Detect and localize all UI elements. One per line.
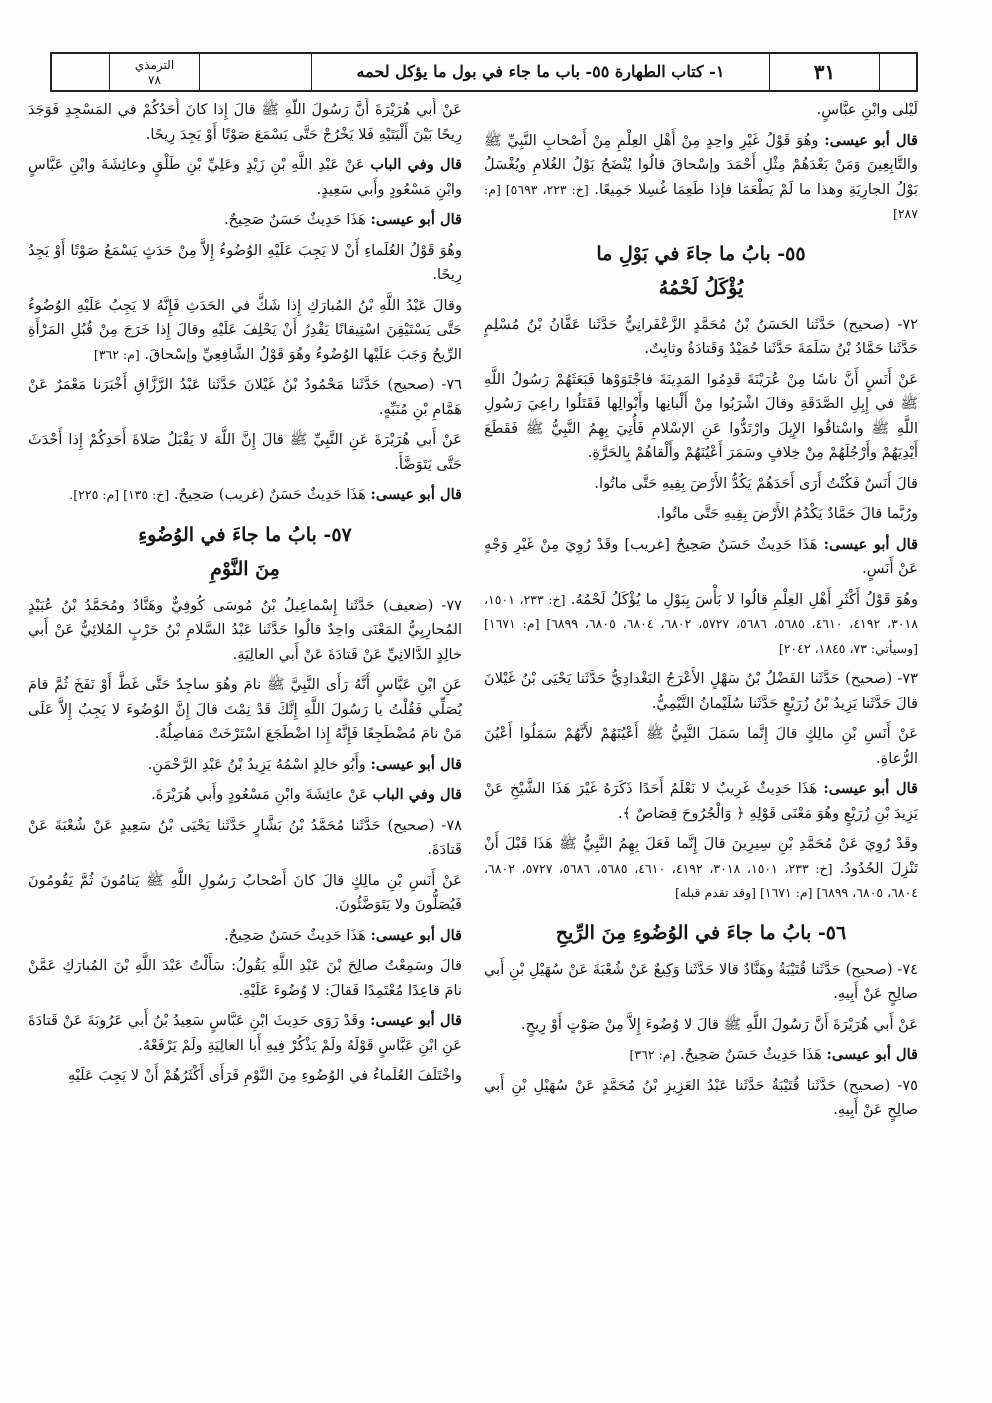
- hadith-isnad: ٧٤- (صحيح) حَدَّثَنا قُتَيْبَةُ وهَنَّادٌ قالا حَدَّثَنا وَكِيعٌ عَنْ شُعْبَةَ عَنْ سُهَيْلِ بْنِ أَبي صالِحٍ عَنْ أَبِيهِ.: [484, 960, 918, 1002]
- abu-isa-label: قال أبو عيسى:: [823, 535, 918, 553]
- hadith-text: عَنْ أَبي هُرَيْرَةَ أَنَّ رَسُولَ اللَّهِ ﷺ قالَ إِذا كانَ أَحَدُكُمْ في المَسْجِدِ فَوَجَدَ رِيحًا بَيْنَ أَلْيَتَيْهِ فَلا يَخْرُجْ حَتَّى يَسْمَعَ صَوْتًا أَوْ يَجِدَ رِيحًا.: [28, 101, 462, 143]
- paragraph: [484, 129, 918, 227]
- abu-isa-label: قال أبو عيسى:: [370, 486, 462, 503]
- paragraph: لَيْلى وابْنِ عبَّاسٍ.: [816, 101, 918, 118]
- paragraph: واخْتَلَفَ العُلَماءُ في الوُضُوءِ مِنَ النَّوْمِ فَرَأَى أَكْثَرُهُمْ أَنْ لا يَجِبَ عَلَيْهِ: [67, 1067, 462, 1084]
- paragraph: [484, 588, 918, 662]
- paragraph: [28, 783, 462, 808]
- paragraph-text: هَذَا حَدِيثٌ حَسَنٌ صَحِيحٌ.: [224, 211, 366, 228]
- header-cell-empty: [200, 54, 312, 90]
- paragraph: [28, 483, 462, 508]
- paragraph: [484, 533, 918, 582]
- left-column: [28, 98, 462, 1368]
- paragraph: [28, 294, 462, 368]
- references: [خ: ٢٣٣، ١٥٠١، ٣٠١٨، ٤١٩٢، ٤٦١٠، ٥٦٨٥، ٥٦٨٦، ٥٧٢٧، ٦٨٠٢، ٦٨٠٤، ٦٨٠٥، ٦٨٩٩] [م: ١٦٧١] [وسيأتي: ٧٣، ١٨٤٥، ٢٠٤٢]: [484, 591, 918, 656]
- chapter-heading-56: [484, 916, 918, 950]
- paragraph: [28, 1009, 462, 1058]
- paragraph-text: هَذَا حَدِيثٌ حَسَنٌ صَحِيحٌ.: [680, 1046, 822, 1063]
- header-book-cell: [110, 54, 200, 90]
- chapter-heading-line: ٥٧- بابُ ما جاءَ في الوُضُوءِ: [138, 523, 352, 546]
- abu-isa-label: قال أبو عيسى:: [826, 1046, 918, 1063]
- paragraph: [28, 924, 462, 949]
- abu-isa-label: قال أبو عيسى:: [370, 926, 462, 944]
- hadith-isnad: ٧٦- (صحيح) حَدَّثَنا مَحْمُودُ بْنُ غَيْلانَ حَدَّثَنا عَبْدُ الرَّزَّاقِ أَخْبَرَنا مَعْمَرٌ عَنْ هَمَّامِ بْنِ مُنَبِّهٍ.: [28, 376, 462, 418]
- chapter-heading-55: [484, 237, 918, 305]
- references: [م: ٣٦٢]: [93, 346, 140, 362]
- abu-isa-label: قال أبو عيسى:: [370, 211, 462, 228]
- paragraph-text: وأَبُو خالِدٍ اسْمُهُ يَزِيدُ بْنُ عَبْدِ الرَّحْمَنِ.: [147, 755, 366, 773]
- paragraph-text: هَذَا حَدِيثٌ حَسَنٌ (غريب) صَحِيحٌ.: [173, 486, 366, 503]
- paragraph-text: هَذَا حَدِيثٌ حَسَنٌ صَحِيحٌ.: [224, 926, 366, 944]
- paragraph-text: وهُوَ قَوْلُ غَيْرِ واحِدٍ مِنْ أَهْلِ العِلْمِ مِنْ أَصْحابِ النَّبِيِّ ﷺ والتَّابِعِينَ وَمَنْ بَعْدَهُمْ مِثْلِ أَحْمَدَ وإسْحاقَ قالُوا يُنْضَحُ بَوْلُ الغُلامِ ويُغْسَلُ بَوْلُ الجارِيَةِ وهذا ما لَمْ يَطْعَمَا فإذا طَعِمَا غُسِلا جَمِيعًا.: [484, 131, 918, 198]
- references: [خ: ١٣٥] [م: ٢٢٥].: [69, 487, 170, 502]
- hadith-text: عَنْ أَنَسِ بْنِ مالِكٍ قالَ كانَ أَصْحابُ رَسُولِ اللَّهِ ﷺ يَنامُونَ ثُمَّ يَقُومُونَ فَيُصَلُّونَ ولا يَتَوَضَّئُونَ.: [28, 871, 462, 913]
- paragraph-text: وقَدْ رَوَى حَدِيثَ ابْنِ عَبَّاسٍ سَعِيدُ بْنُ أَبي عَرُوبَةَ عَنْ قَتادَةَ عَنِ ابْنِ عَبَّاسٍ قَوْلَهُ ولَمْ يَذْكُرْ فِيهِ أَبا العالِيَةِ ولَمْ يَرْفَعْهُ.: [28, 1012, 462, 1054]
- paragraph-text: عَنْ عائِشَةَ وابْنِ مَسْعُودٍ وأَبي هُرَيْرَةَ.: [151, 786, 368, 803]
- paragraph: [28, 153, 462, 202]
- header-chapter-title: ١- كتاب الطهارة ٥٥- باب ما جاء في بول ما يؤكل لحمه: [312, 54, 770, 90]
- hadith-isnad: ٧٥- (صحيح) حَدَّثَنا قُتَيْبَةُ حَدَّثَنا عَبْدُ العَزِيزِ بْنُ مُحَمَّدٍ عَنْ سُهَيْلِ بْنِ أَبي صالِحٍ عَنْ أَبِيهِ.: [484, 1076, 918, 1118]
- paragraph-text: هَذَا حَدِيثٌ حَسَنٌ صَحِيحٌ [غريب] وقَدْ رُوِيَ مِنْ غَيْرِ وَجْهٍ عَنْ أَنَسٍ.: [484, 535, 918, 577]
- abu-isa-label: قال أبو عيسى:: [370, 1012, 462, 1029]
- fil-bab-label: قال وفي الباب: [370, 156, 462, 173]
- chapter-heading-57: [28, 518, 462, 586]
- chapter-heading-line: ٥٥- بابُ ما جاءَ في بَوْلِ ما: [596, 242, 806, 265]
- chapter-heading-line: يُؤْكَلُ لَحْمُهُ: [658, 276, 744, 299]
- paragraph: قالَ أَنَسٌ فَكُنْتُ أَرَى أَحَدَهُمْ يَكُدُّ الأَرْضَ بِفِيهِ حَتَّى ماتُوا.: [594, 474, 918, 492]
- page-header: [50, 52, 918, 92]
- paragraph: [484, 1043, 918, 1068]
- hadith-text: عَنْ أَنَسِ بْنِ مالِكٍ قالَ إِنَّما سَمَلَ النَّبِيُّ ﷺ أَعْيُنَهُمْ لأَنَّهُمْ سَمَلُوا أَعْيُنَ الرُّعاةِ.: [484, 725, 918, 767]
- header-cell-empty: [52, 54, 110, 90]
- abu-isa-label: قال أبو عيسى:: [823, 780, 918, 797]
- header-cell-empty: [880, 54, 916, 90]
- paragraph: قالَ وسَمِعْتُ صالِحَ بْنَ عَبْدِ اللَّهِ يَقُولُ: سَأَلْتُ عَبْدَ اللَّهِ بْنَ المُبارَكِ عَمَّنْ نامَ قاعِدًا مُعْتَمِدًا فَقالَ: لا وُضُوءَ عَلَيْهِ.: [28, 957, 462, 999]
- references: [خ: ٢٣٣، ١٥٠١، ٣٠١٨، ٤١٩٢، ٤٦١٠، ٥٦٨٥، ٥٦٨٦، ٥٧٢٧، ٦٨٠٢، ٦٨٠٤، ٦٨٠٥، ٦٨٩٩] [م: ١٦٧١] [وقد تقدم قبله]: [484, 860, 918, 900]
- page-number: ٣١: [770, 54, 880, 90]
- references: [خ: ٢٢٣، ٥٦٩٣] [م: ٢٨٧]: [484, 181, 918, 221]
- hadith-isnad: ٧٢- (صحيح) حَدَّثَنا الحَسَنُ بْنُ مُحَمَّدٍ الزَّعْفَرانِيُّ حَدَّثَنا عَفَّانُ بْنُ مُسْلِمٍ حَدَّثَنا حَمَّادُ بْنُ سَلَمَةَ حَدَّثَنا حُمَيْدٌ وَقَتادَةُ وثابِتٌ.: [484, 315, 918, 357]
- abu-isa-label: قال أبو عيسى:: [824, 131, 918, 149]
- hadith-text: عَنِ ابْنِ عَبَّاسٍ أَنَّهُ رَأَى النَّبِيَّ ﷺ نامَ وهُوَ ساجِدٌ حَتَّى غَطَّ أَوْ نَفَخَ ثُمَّ قامَ يُصَلِّي فَقُلْتُ يا رَسُولَ اللَّهِ إِنَّكَ قَدْ نِمْتَ قالَ إِنَّ الوُضُوءَ لا يَجِبُ إِلاَّ عَلَى مَنْ نامَ مُضْطَجِعًا فَإِنَّهُ إِذا اضْطَجَعَ اسْتَرْخَتْ مَفاصِلُهُ.: [28, 676, 462, 742]
- chapter-heading-line: ٥٦- بابُ ما جاءَ في الوُضُوءِ مِنَ الرِّيحِ: [555, 921, 847, 944]
- paragraph: [28, 208, 462, 233]
- abu-isa-label: قال أبو عيسى:: [370, 755, 462, 773]
- paragraph: [484, 777, 918, 826]
- hadith-isnad: ٧٧- (ضعيف) حَدَّثَنا إِسْماعِيلُ بْنُ مُوسَى كُوفِيٌّ وهَنَّادٌ ومُحَمَّدُ بْنُ عُبَيْدٍ المُحارِبِيُّ المَعْنَى واحِدٌ قالُوا حَدَّثَنا عَبْدُ السَّلامِ بْنُ حَرْبٍ المُلائِيُّ عَنْ أَبي خالِدٍ الدَّالانِيِّ عَنْ قَتادَةَ عَنْ أَبي العالِيَةِ.: [28, 596, 462, 663]
- fil-bab-label: قال وفي الباب: [372, 786, 462, 803]
- right-column: [484, 98, 918, 1368]
- hadith-isnad: ٧٣- (صحيح) حَدَّثَنا الفَضْلُ بْنُ سَهْلٍ الأَعْرَجُ البَغْدادِيُّ حَدَّثَنا يَحْيَى بْنُ غَيْلانَ قالَ حَدَّثَنا يَزِيدُ بْنُ زُرَيْعٍ حَدَّثَنا سُلَيْمانُ التَّيْمِيُّ.: [484, 670, 918, 712]
- paragraph: وهُوَ قَوْلُ العُلَماءِ أَنْ لا يَجِبَ عَلَيْهِ الوُضُوءُ إِلاَّ مِنْ حَدَثٍ يَسْمَعُ صَوْتًا أَوْ يَجِدُ رِيحًا.: [28, 241, 462, 283]
- header-volume-number: ٧٨: [148, 73, 161, 87]
- paragraph-text: عَنْ عَبْدِ اللَّهِ بْنِ زَيْدٍ وعَلِيِّ بْنِ طَلْقٍ وعائِشَةَ وابْنِ عَبَّاسٍ وابْنِ مَسْعُودٍ وأَبي سَعِيدٍ.: [28, 156, 462, 198]
- header-book-name: الترمذي: [134, 58, 175, 72]
- chapter-heading-line: مِنَ النَّوْمِ: [210, 557, 280, 580]
- paragraph: [484, 832, 918, 906]
- paragraph-text: وهُوَ قَوْلُ أَكْثَرِ أَهْلِ العِلْمِ قالُوا لا بَأْسَ بِبَوْلِ ما يُؤْكَلُ لَحْمُهُ.: [570, 590, 918, 608]
- hadith-isnad: ٧٨- (صحيح) حَدَّثَنا مُحَمَّدُ بْنُ بَشَّارٍ حَدَّثَنا يَحْيَى بْنُ سَعِيدٍ عَنْ شُعْبَةَ عَنْ قَتادَةَ.: [28, 816, 462, 858]
- paragraph: ورُبَّما قالَ حَمَّادٌ يَكْدُمُ الأَرْضَ بِفِيهِ حَتَّى ماتُوا.: [656, 505, 918, 522]
- references: [م: ٣٦٢]: [629, 1047, 676, 1062]
- paragraph: [28, 753, 462, 778]
- hadith-text: عَنْ أَبي هُرَيْرَةَ أَنَّ رَسُولَ اللَّهِ ﷺ قالَ لا وُضُوءَ إِلاَّ مِنْ صَوْتٍ أَوْ رِيحٍ.: [521, 1015, 918, 1033]
- hadith-text: عَنْ أَبي هُرَيْرَةَ عَنِ النَّبِيِّ ﷺ قالَ إِنَّ اللَّهَ لا يَقْبَلُ صَلاةَ أَحَدِكُمْ إِذا أَحْدَثَ حَتَّى يَتَوَضَّأَ.: [28, 431, 462, 473]
- hadith-text: عَنْ أَنَسٍ أَنَّ ناسًا مِنْ عُرَيْنَةَ قَدِمُوا المَدِينَةَ فاجْتَوَوْها فَبَعَثَهُمْ رَسُولُ اللَّهِ ﷺ في إِبِلِ الصَّدَقَةِ وقالَ اشْرَبُوا مِنْ أَلْبانِها وأَبْوالِها فَقَتَلُوا راعِيَ رَسُولِ اللَّهِ ﷺ واسْتاقُوا الإِبِلَ وارْتَدُّوا عَنِ الإسْلامِ فَأُتِيَ بِهِمُ النَّبِيُّ ﷺ فَقَطَعَ أَيْدِيَهُمْ وأَرْجُلَهُمْ مِنْ خِلافٍ وسَمَرَ أَعْيُنَهُمْ وأَلْقاهُمْ بِالحَرَّةِ.: [484, 370, 918, 461]
- paragraph-text: وقَدْ رُوِيَ عَنْ مُحَمَّدِ بْنِ سِيرِينَ قالَ إِنَّما فَعَلَ بِهِمُ النَّبِيُّ ﷺ هَذَا قَبْلَ أَنْ تَنْزِلَ الحُدُودُ.: [484, 835, 918, 877]
- paragraph-text: هَذَا حَدِيثٌ غَرِيبٌ لا نَعْلَمُ أَحَدًا ذَكَرَهُ غَيْرَ هَذَا الشَّيْخِ عَنْ يَزِيدَ بْنِ زُرَيْعٍ وهُوَ مَعْنَى قَوْلِهِ ﴿ وَالْجُرُوحَ قِصَاصٌ ﴾.: [484, 780, 918, 822]
- paragraph-text: وقالَ عَبْدُ اللَّهِ بْنُ المُبارَكِ إِذا شَكَّ في الحَدَثِ فَإِنَّهُ لا يَجِبُ عَلَيْهِ الوُضُوءُ حَتَّى يَسْتَيْقِنَ اسْتِيقانًا يَقْدِرُ أَنْ يَحْلِفَ عَلَيْهِ وقالَ إِذا خَرَجَ مِنْ قُبُلِ المَرْأَةِ الرِّيحُ وَجَبَ عَلَيْها الوُضُوءُ وهُوَ قَوْلُ الشَّافِعِيِّ وإسْحاقَ.: [28, 296, 462, 363]
